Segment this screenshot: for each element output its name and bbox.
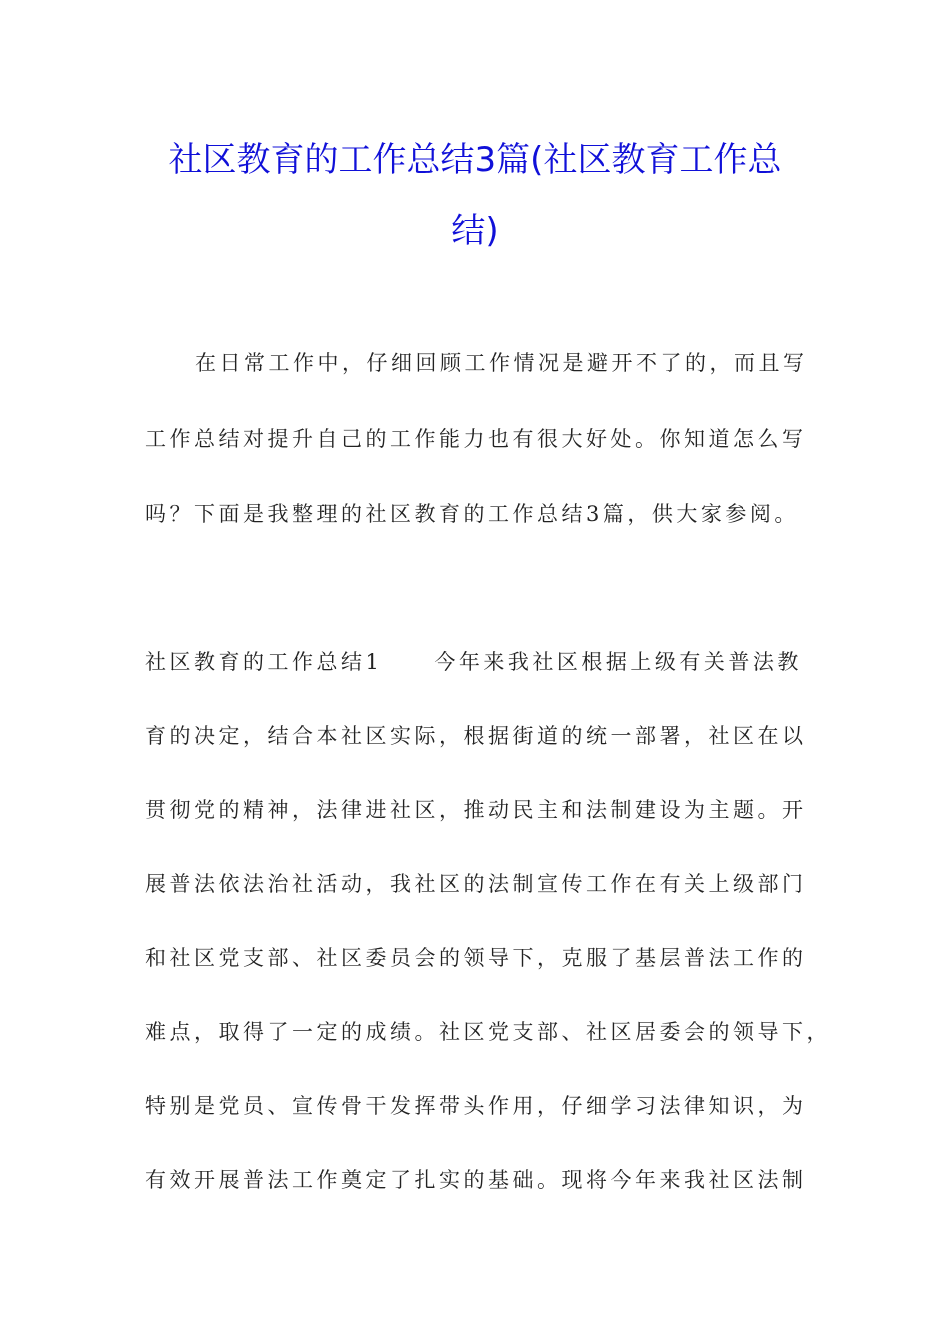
section1-line-4: 展普法依法治社活动，我社区的法制宣传工作在有关上级部门 [145,872,807,896]
section1-line-7: 特别是党员、宣传骨干发挥带头作用，仔细学习法律知识，为 [145,1094,807,1118]
intro-line-2: 工作总结对提升自己的工作能力也有很大好处。你知道怎么写 [145,427,807,451]
document-title-line-1: 社区教育的工作总结3篇(社区教育工作总 [168,140,782,180]
intro-line-3: 吗？下面是我整理的社区教育的工作总结3篇，供大家参阅。 [145,502,799,526]
section1-heading: 社区教育的工作总结1 [145,650,383,674]
section1-line-6: 难点，取得了一定的成绩。社区党支部、社区居委会的领导下， [145,1020,831,1044]
intro-line-1: 在日常工作中，仔细回顾工作情况是避开不了的，而且写 [195,351,808,375]
section1-first-line [145,646,825,676]
section1-line-2: 育的决定，结合本社区实际，根据街道的统一部署，社区在以 [145,724,807,748]
section1-first-line-text: 今年来我社区根据上级有关普法教 [434,650,802,674]
section1-line-5: 和社区党支部、社区委员会的领导下，克服了基层普法工作的 [145,946,807,970]
section1-line-8: 有效开展普法工作奠定了扎实的基础。现将今年来我社区法制 [145,1168,807,1192]
document-title-line-2: 结) [451,211,499,251]
section1-line-3: 贯彻党的精神，法律进社区，推动民主和法制建设为主题。开 [145,798,807,822]
